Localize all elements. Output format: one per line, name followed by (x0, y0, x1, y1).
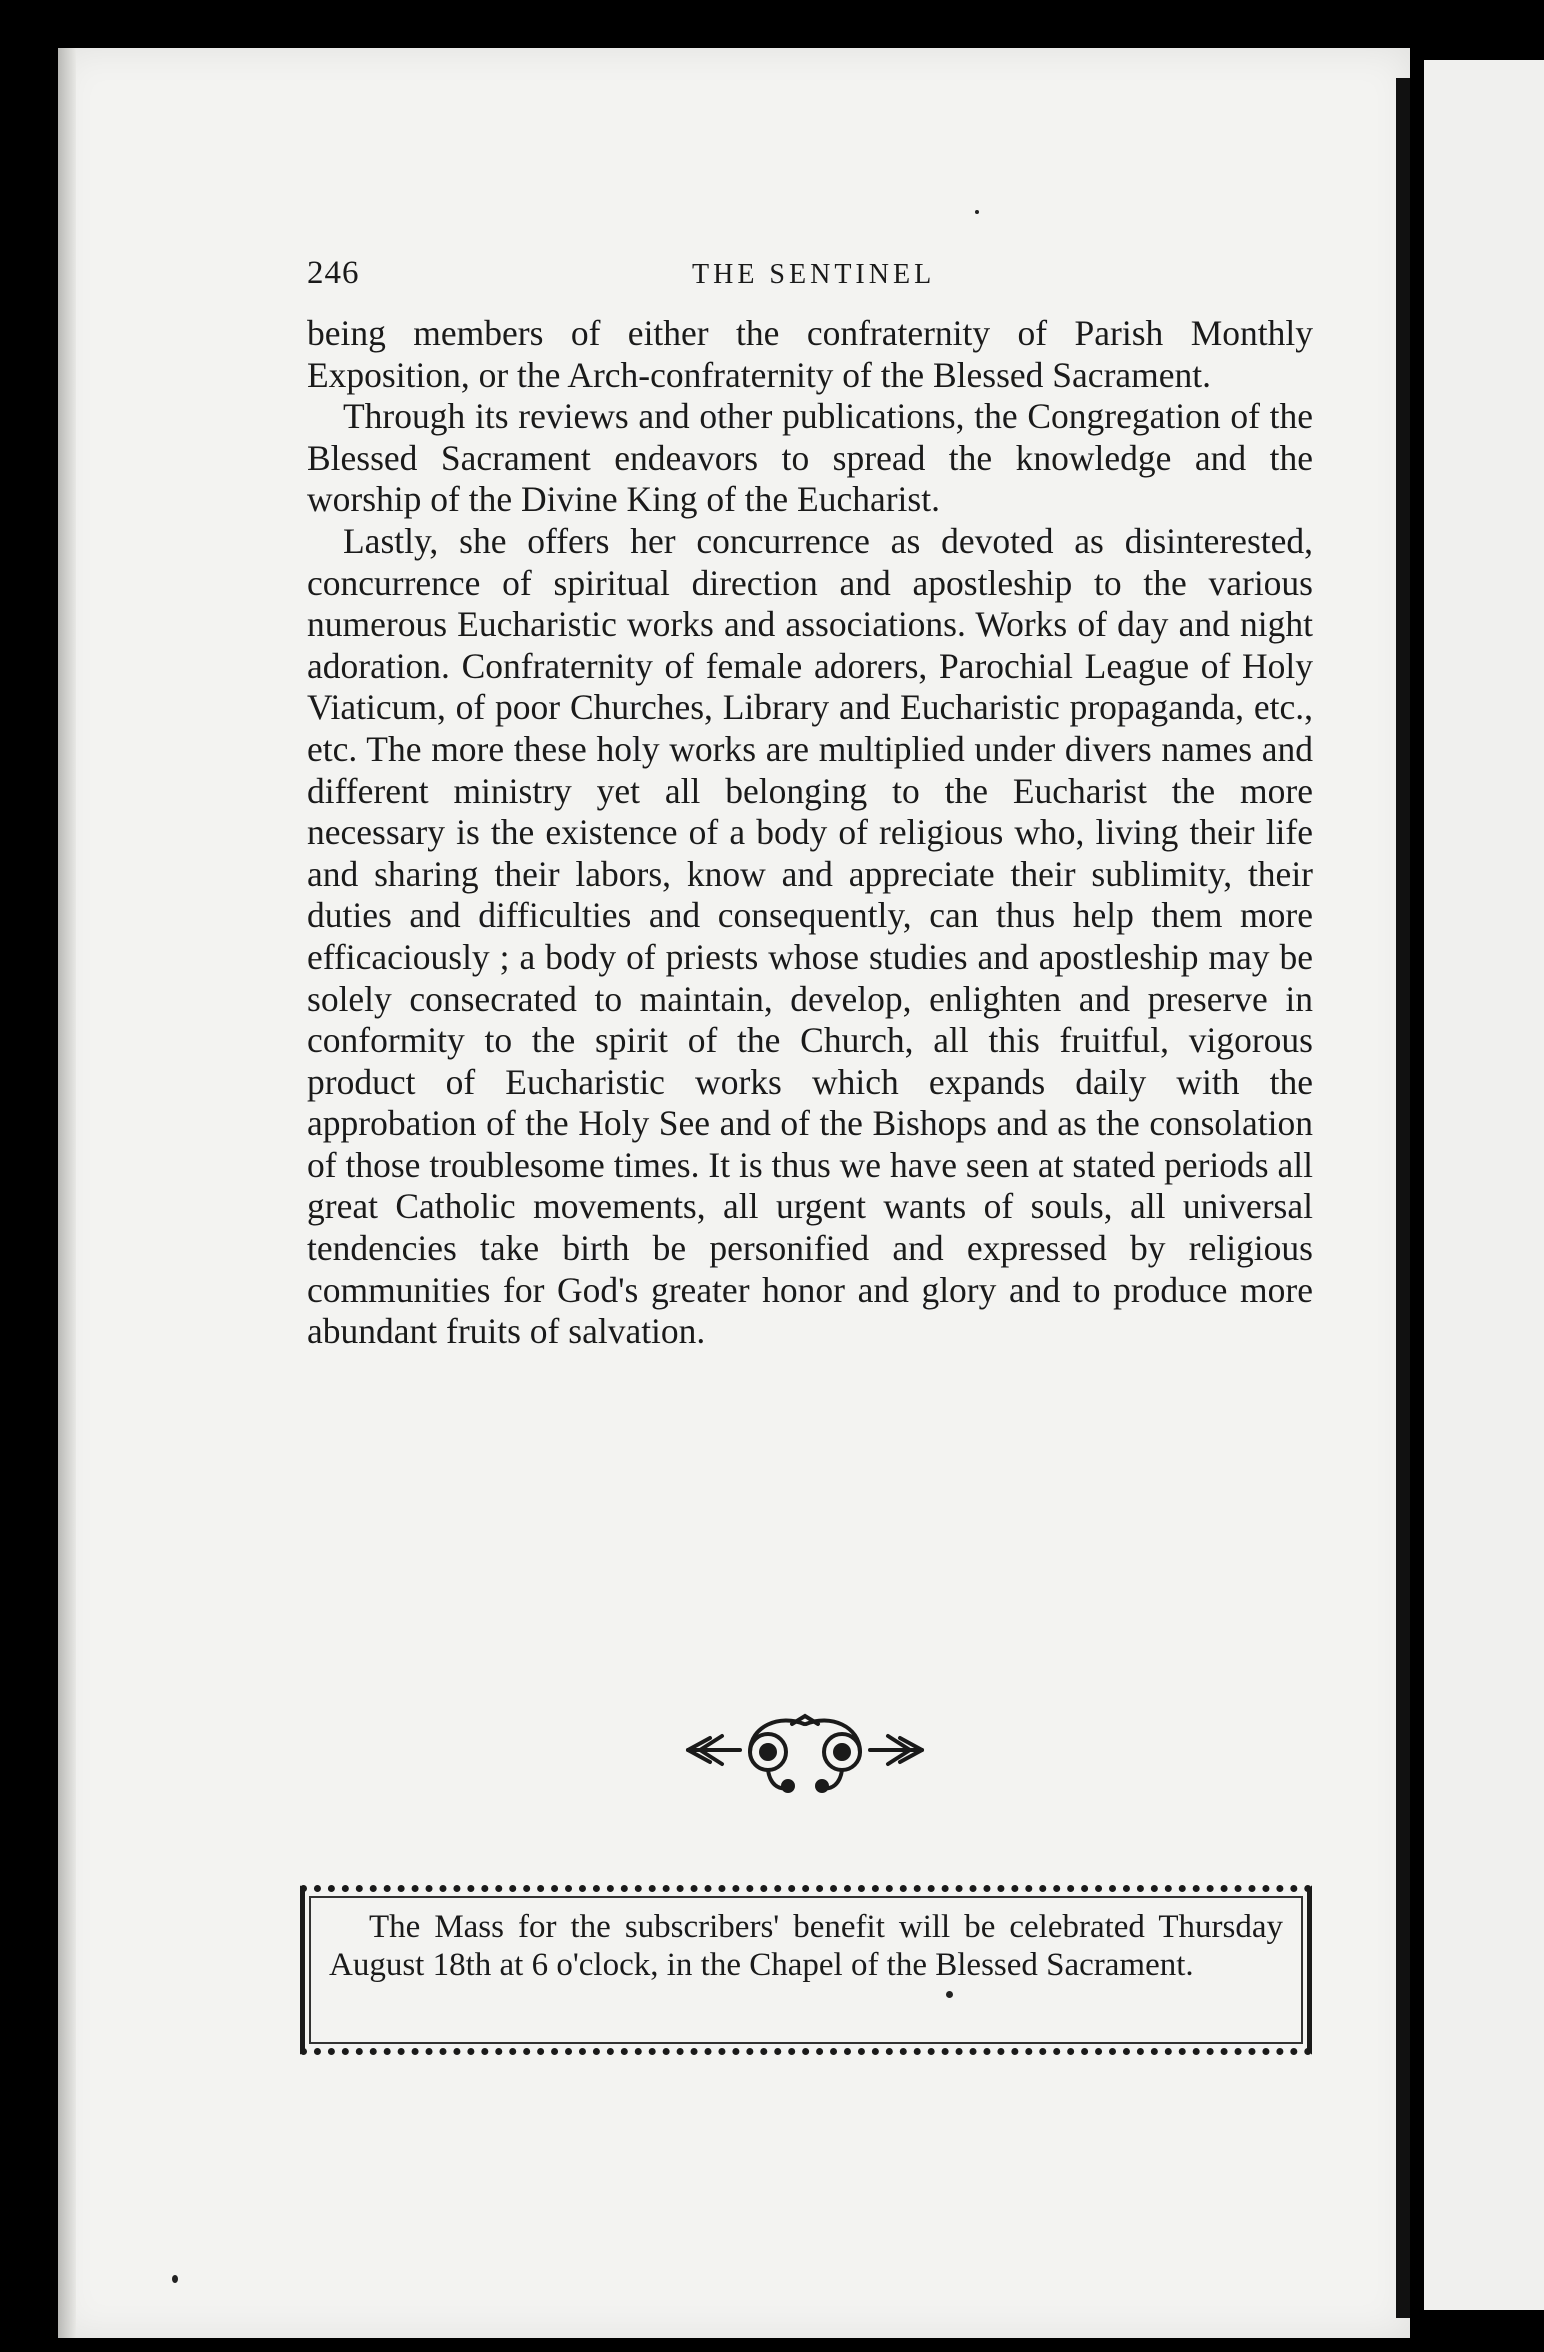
notice-text: The Mass for the subscribers' benefit will be celebrated Thursday August 18th at 6 o'clock, in the Chapel of the Blessed Sacrament. (329, 1909, 1283, 1983)
notice-box (300, 1885, 1312, 2055)
page-text-block (307, 255, 1313, 1353)
journal-title: THE SENTINEL (692, 259, 936, 290)
scan-speck (172, 2275, 178, 2283)
scan-speck (946, 1991, 953, 1998)
paragraph-publications: Through its reviews and other publications, the Congregation of the Blessed Sacrament endeavors to spread the knowledge and the worship of the Divine King of the Eucharist. (307, 396, 1313, 520)
scroll-ornament-icon (680, 1700, 930, 1800)
running-head (307, 255, 1313, 313)
paragraph-continuation: being members of either the confraternity of Parish Monthly Exposition, or the Arch-confraternity of the Blessed Sacrament. (307, 313, 1313, 395)
page-number: 246 (307, 255, 360, 291)
facing-page-edge (1424, 60, 1544, 2310)
page-edge-rule (1396, 78, 1410, 2318)
paragraph-concurrence: Lastly, she offers her concurrence as devoted as disinterested, concurrence of spiritual direction and apostleship to the various numerous Eucharistic works and associations. Works of day and night adoration. Confraternity of female adorers, Parochial League of Holy Viaticum, of poor Churches, Library and Eucharistic propaganda, etc., etc. The more these holy works are multiplied under divers names and different ministry yet all belonging to the Eucharist the more necessary is the existence of a body of religious who, living their life and sharing their labors, know and appreciate their sublimity, their duties and difficulties and consequently, can thus help them more efficaciously ; a body of priests whose studies and apostleship may be solely consecrated to maintain, develop, enlighten and preserve in conformity to the spirit of the Church, all this fruitful, vigorous product of Eucharistic works which expands daily with the approbation of the Holy See and of the Bishops and as the consolation of those troublesome times. It is thus we have seen at stated periods all great Catholic movements, all urgent wants of souls, all universal tendencies take birth be personified and expressed by religious communities for God's greater honor and glory and to produce more abundant fruits of salvation. (307, 520, 1313, 1352)
article-body (307, 313, 1313, 1353)
page-gutter-shadow (58, 48, 76, 2338)
scan-speck (975, 210, 979, 214)
